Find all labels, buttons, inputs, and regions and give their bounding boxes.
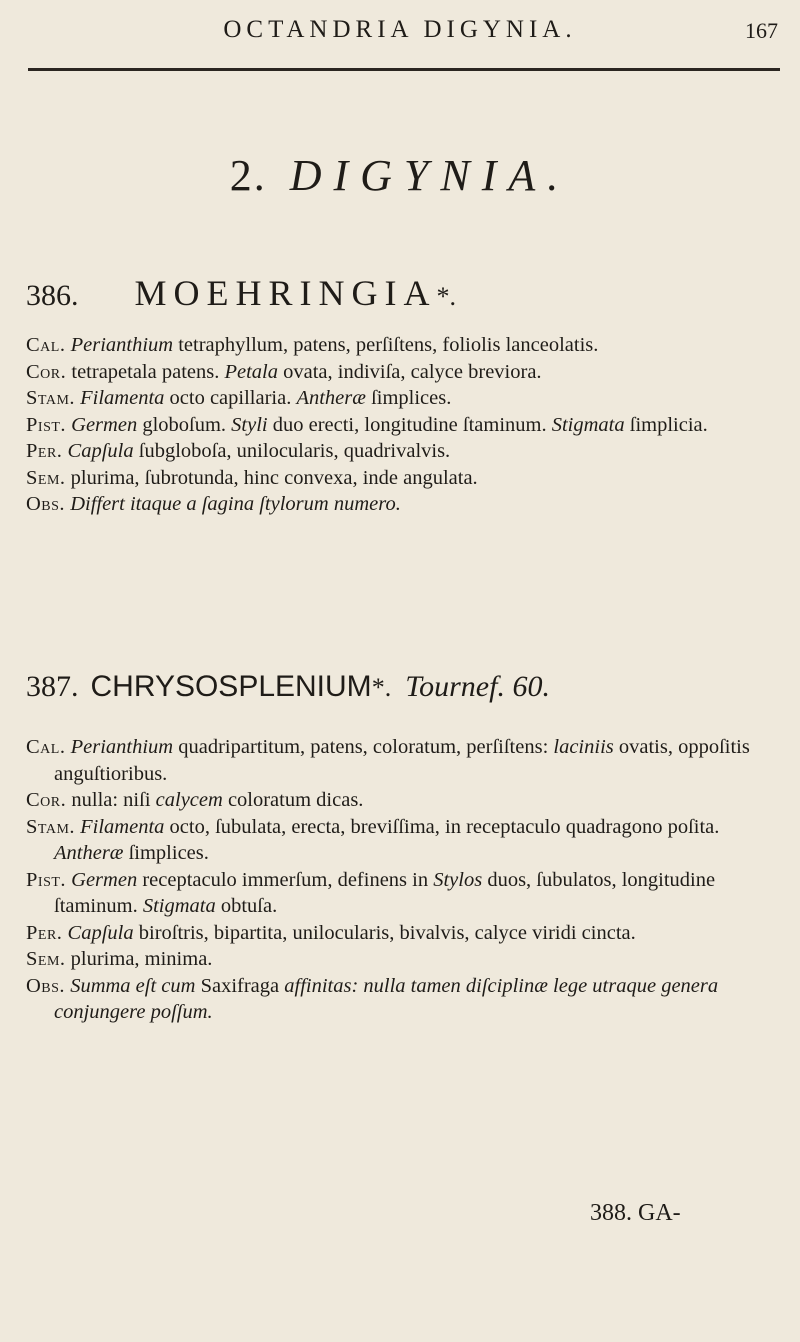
description-row — [26, 867, 784, 920]
description-row — [26, 973, 784, 1026]
description-row — [26, 359, 784, 386]
row-text: affinitas: nulla tamen diſciplinæ lege utraque genera conjungere poſſum. — [54, 974, 719, 1023]
row-text: octo, ſubulata, erecta, breviſſima, in receptaculo quadragono poſita. — [164, 815, 720, 838]
description-row — [26, 491, 784, 518]
row-text: duo erecti, longitudine ſtaminum. — [267, 413, 552, 436]
row-text: Saxifraga — [195, 974, 285, 997]
order-title — [0, 150, 800, 201]
row-label: Pist. — [26, 868, 67, 891]
row-text: Antheræ — [54, 842, 124, 864]
row-text: Petala — [224, 360, 278, 383]
genus-mark: *. — [371, 673, 392, 702]
row-text: Stigmata — [142, 895, 216, 917]
page-number: 167 — [745, 18, 778, 43]
row-text: ovatis, oppoſitis anguſtioribus. — [54, 736, 750, 785]
genus-heading-387 — [26, 670, 550, 704]
row-text: Germen — [71, 413, 138, 436]
row-text: plurima, minima. — [65, 948, 213, 970]
order-name: DIGYNIA. — [289, 151, 571, 200]
row-label: Sem. — [26, 948, 66, 970]
row-text: Antheræ — [296, 387, 366, 409]
row-text: tetrapetala patens. — [66, 360, 225, 383]
row-label: Obs. — [26, 974, 66, 997]
row-label: Sem. — [26, 466, 66, 489]
genus-number: 387. — [26, 670, 79, 703]
running-head: OCTANDRIA DIGYNIA. — [223, 16, 577, 43]
order-number: 2. — [229, 151, 267, 200]
row-text: nulla: niſi — [66, 789, 156, 811]
description-row — [26, 814, 784, 867]
row-label: Obs. — [26, 493, 66, 515]
row-text: calycem — [155, 789, 223, 811]
row-label: Pist. — [26, 413, 67, 436]
row-text: Perianthium — [70, 736, 174, 758]
row-text: Stigmata — [551, 413, 625, 436]
genus-name: CHRYSOSPLENIUM — [90, 670, 372, 703]
row-text: duos, ſubulatos, longitudine ſtaminum. — [54, 868, 716, 917]
row-text: ſimplicia. — [624, 413, 708, 436]
row-text: Summa eſt cum — [70, 974, 196, 997]
row-text: quadripartitum, patens, coloratum, perſiſtens: — [173, 736, 554, 758]
row-text: ſimplices. — [123, 842, 209, 864]
description-row — [26, 734, 784, 787]
row-text: ſubgloboſa, unilocularis, quadrivalvis. — [133, 440, 451, 462]
row-label: Cor. — [26, 360, 67, 383]
row-text: Filamenta — [80, 387, 165, 409]
row-text: octo capillaria. — [164, 387, 297, 409]
row-text: globoſum. — [137, 413, 232, 436]
row-text: obtuſa. — [215, 895, 278, 917]
row-text: Filamenta — [80, 815, 165, 838]
genus-description-386 — [26, 332, 784, 518]
description-row — [26, 946, 784, 973]
genus-number: 386. — [26, 279, 79, 312]
row-text: ovata, indiviſa, calyce breviora. — [278, 360, 542, 383]
row-label: Per. — [26, 921, 63, 944]
row-label: Cor. — [26, 789, 67, 811]
header-rule — [28, 68, 780, 71]
row-text: Perianthium — [70, 334, 174, 356]
row-text: Capſula — [67, 921, 134, 944]
row-label: Per. — [26, 440, 63, 462]
row-text: tetraphyllum, patens, perſiſtens, foliolis lanceolatis. — [173, 334, 599, 356]
description-row — [26, 787, 784, 814]
row-text: coloratum dicas. — [222, 789, 364, 811]
catchword: 388. GA- — [590, 1200, 681, 1226]
row-text: Differt itaque a ſagina ſtylorum numero. — [70, 493, 401, 515]
row-label: Stam. — [26, 387, 76, 409]
row-text: Styli — [231, 413, 268, 436]
description-row — [26, 465, 784, 492]
genus-reference: Tournef. 60. — [405, 670, 550, 703]
row-text: laciniis — [553, 736, 614, 758]
row-text: receptaculo immerſum, definens in — [137, 868, 434, 891]
row-text: ſimplices. — [365, 387, 452, 409]
description-row — [26, 412, 784, 439]
genus-description-387 — [26, 734, 784, 1026]
row-label: Cal. — [26, 736, 66, 758]
description-row — [26, 385, 784, 412]
description-row — [26, 332, 784, 359]
genus-heading-386 — [26, 272, 456, 314]
row-text: Germen — [71, 868, 138, 891]
row-text: Stylos — [433, 868, 483, 891]
row-label: Cal. — [26, 334, 66, 356]
genus-name: MOEHRINGIA — [134, 273, 437, 313]
row-text: plurima, ſubrotunda, hinc convexa, inde angulata. — [65, 466, 478, 489]
row-text: biroſtris, bipartita, unilocularis, bivalvis, calyce viridi cincta. — [133, 921, 636, 944]
row-label: Stam. — [26, 815, 76, 838]
description-row — [26, 920, 784, 947]
description-row — [26, 438, 784, 465]
genus-mark: *. — [436, 282, 456, 311]
row-text: Capſula — [67, 440, 134, 462]
